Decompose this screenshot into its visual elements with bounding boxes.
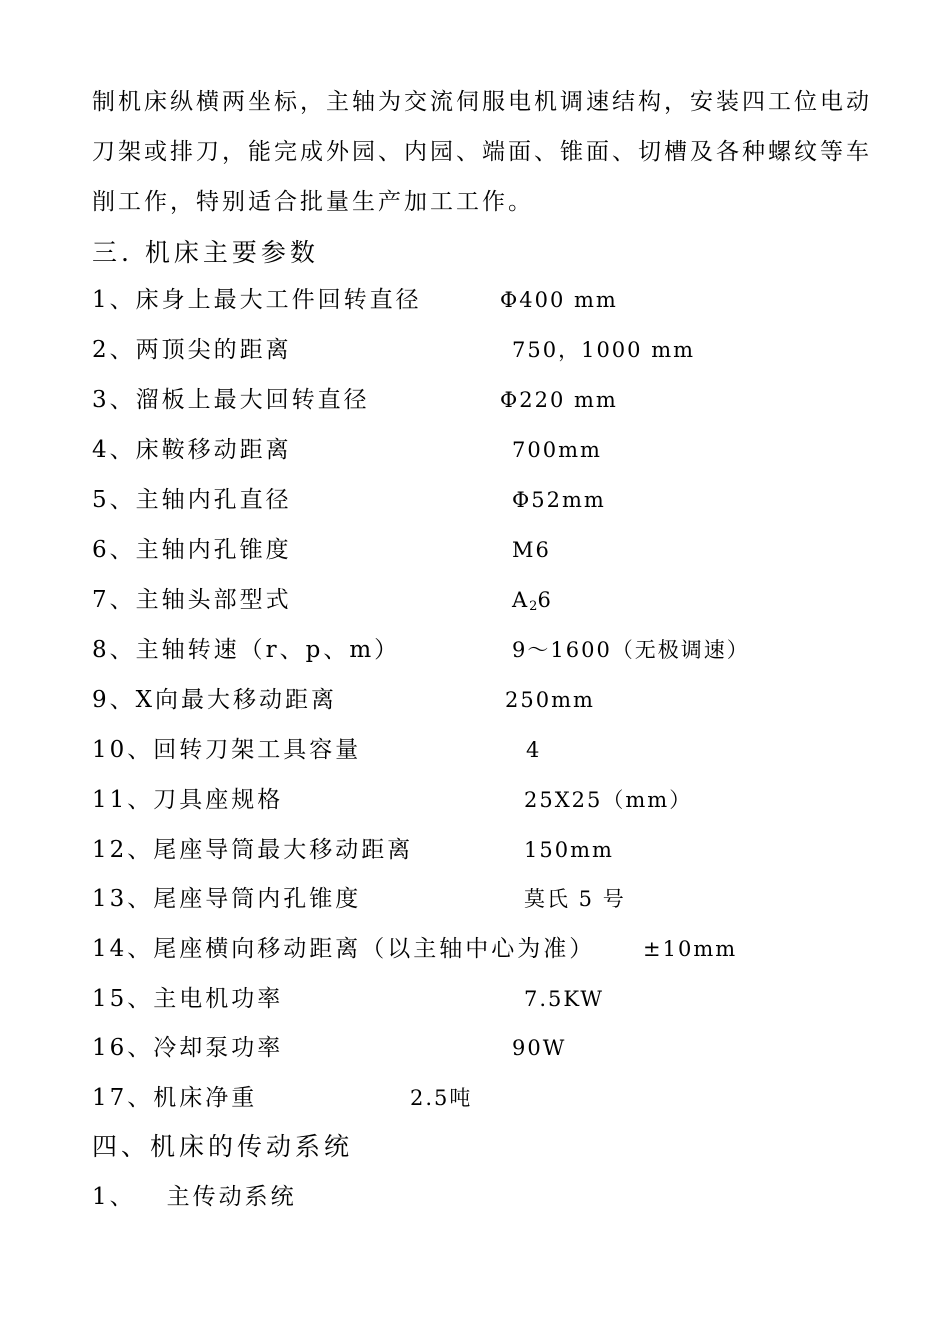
param-value: 2.5吨: [410, 1086, 473, 1110]
param-label: 14、尾座横向移动距离（以主轴中心为准）: [92, 936, 596, 962]
param-label: 5、主轴内孔直径: [92, 487, 292, 513]
param-label: 1、床身上最大工件回转直径: [92, 287, 422, 313]
param-label: 6、主轴内孔锥度: [92, 537, 292, 563]
section-heading-params: 三. 机床主要参数: [92, 238, 319, 267]
param-value: Φ52mm: [512, 488, 606, 512]
param-value: 150mm: [524, 838, 614, 862]
param-value: 250mm: [505, 688, 595, 712]
param-value: 700mm: [512, 438, 602, 462]
param-value: 莫氏 5 号: [524, 887, 626, 911]
param-value: 7.5KW: [524, 987, 604, 1011]
param-value-main: A: [512, 588, 530, 612]
param-label: 15、主电机功率: [92, 986, 284, 1012]
param-label: 2、两顶尖的距离: [92, 337, 292, 363]
param-label: 8、主轴转速（r、p、m）: [92, 637, 401, 663]
param-label: 17、机床净重: [92, 1085, 258, 1111]
param-label: 7、主轴头部型式: [92, 587, 292, 613]
intro-line-1: 制机床纵横两坐标，主轴为交流伺服电机调速结构，安装四工位电动: [92, 89, 872, 115]
param-value: Φ400 mm: [500, 288, 618, 312]
param-value: 750，1000 mm: [512, 338, 696, 362]
param-value: 4: [526, 738, 542, 762]
param-value-tail: 6: [537, 588, 553, 612]
param-label: 3、溜板上最大回转直径: [92, 387, 370, 413]
param-value: M6: [512, 538, 551, 562]
param-value-subscript: 2: [529, 599, 538, 614]
param-label: 11、刀具座规格: [92, 787, 284, 813]
param-value: 25X25（mm）: [524, 788, 693, 812]
param-label: 12、尾座导筒最大移动距离: [92, 837, 414, 863]
param-value: Φ220 mm: [500, 388, 618, 412]
param-value: [512, 585, 553, 622]
param-value: 9～1600（无极调速）: [512, 638, 750, 662]
transmission-item-main-drive: 1、 主传动系统: [92, 1184, 297, 1210]
param-label: 10、回转刀架工具容量: [92, 737, 362, 763]
param-label: 4、床鞍移动距离: [92, 437, 292, 463]
intro-line-2: 刀架或排刀，能完成外园、内园、端面、锥面、切槽及各种螺纹等车: [92, 139, 872, 165]
param-label: 16、冷却泵功率: [92, 1035, 284, 1061]
param-value: 90W: [512, 1036, 567, 1060]
section-heading-transmission: 四、机床的传动系统: [92, 1132, 354, 1161]
param-label: 9、X向最大移动距离: [92, 687, 338, 713]
param-value: ±10mm: [643, 937, 738, 961]
intro-line-3: 削工作，特别适合批量生产加工工作。: [92, 189, 534, 215]
param-label: 13、尾座导筒内孔锥度: [92, 886, 362, 912]
